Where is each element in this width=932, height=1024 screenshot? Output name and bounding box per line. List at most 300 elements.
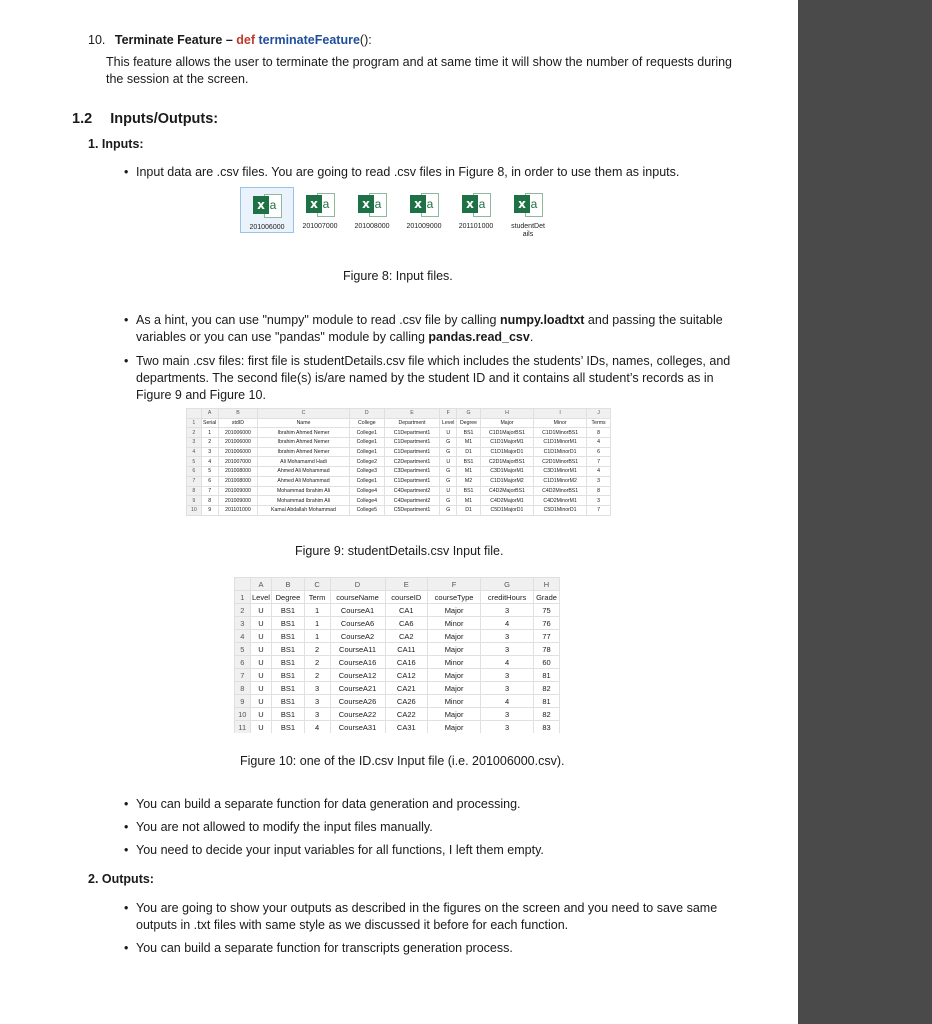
table-cell[interactable]: 83 <box>534 721 560 734</box>
table-row <box>187 505 611 515</box>
table-cell[interactable]: 6 <box>587 447 611 457</box>
header-row <box>187 418 611 428</box>
header-cell[interactable]: Level <box>440 418 457 428</box>
numpy-loadtxt: numpy.loadtxt <box>499 313 585 327</box>
table-cell[interactable]: 8 <box>201 496 218 506</box>
table-cell[interactable]: C5D1MinorD1 <box>534 505 587 515</box>
excel-icon: a x <box>306 193 334 221</box>
table-cell[interactable]: 82 <box>534 682 560 695</box>
table-cell[interactable]: Major <box>428 643 481 656</box>
table-cell[interactable]: BS1 <box>272 682 304 695</box>
header-cell[interactable]: Degree <box>272 591 304 604</box>
header-cell[interactable]: Department <box>384 418 439 428</box>
table-cell[interactable]: C5D1MajorD1 <box>480 505 533 515</box>
table-cell[interactable]: CourseA16 <box>330 656 385 669</box>
table-cell[interactable]: C4D2MajorBS1 <box>480 486 533 496</box>
table-cell[interactable]: U <box>250 617 272 630</box>
table-cell[interactable]: CA31 <box>385 721 428 734</box>
header-cell[interactable]: courseType <box>428 591 481 604</box>
table-cell[interactable]: 201008000 <box>218 467 258 477</box>
row-number[interactable]: 4 <box>187 447 202 457</box>
row-number[interactable]: 6 <box>187 467 202 477</box>
table-cell[interactable]: Major <box>428 669 481 682</box>
viewer-side-panel <box>798 0 932 1024</box>
bullet-no-modify: • You are not allowed to modify the input files manually. <box>136 819 433 836</box>
table-cell[interactable]: 78 <box>534 643 560 656</box>
hint-line2 <box>136 329 533 346</box>
outputs-bullet2: • You can build a separate function for transcripts generation process. <box>136 940 513 957</box>
table-cell[interactable]: C3D1MinorM1 <box>534 467 587 477</box>
table-cell[interactable]: CA6 <box>385 617 428 630</box>
table-cell[interactable]: 4 <box>304 721 330 734</box>
table-cell[interactable]: 3 <box>201 447 218 457</box>
file-label: 201008000 <box>354 223 390 230</box>
row-number[interactable]: 10 <box>235 708 251 721</box>
column-letter[interactable]: A <box>201 409 218 419</box>
table-cell[interactable]: College1 <box>349 476 384 486</box>
header-cell[interactable]: Major <box>480 418 533 428</box>
feature-title: Terminate Feature <box>114 33 223 47</box>
column-letter[interactable]: C <box>304 578 330 591</box>
table-cell[interactable]: 1 <box>304 630 330 643</box>
table-cell[interactable]: 7 <box>587 457 611 467</box>
table-row <box>187 496 611 506</box>
table-cell[interactable]: BS1 <box>272 604 304 617</box>
table-cell[interactable]: C1D1MajorBS1 <box>480 428 533 438</box>
header-cell[interactable]: College <box>349 418 384 428</box>
column-letter[interactable]: D <box>349 409 384 419</box>
item-number: 10. <box>88 33 106 47</box>
inputs-bullet: • Input data are .csv files. You are going to read .csv files in Figure 8, in order to use them as inputs. <box>136 164 679 181</box>
table-cell[interactable]: C2D1MajorBS1 <box>480 457 533 467</box>
figure10-caption: Figure 10: one of the ID.csv Input file (i.e. 201006000.csv). <box>240 754 565 768</box>
figure8-caption: Figure 8: Input files. <box>343 269 453 283</box>
table-cell[interactable]: 7 <box>587 505 611 515</box>
row-number[interactable]: 7 <box>187 476 202 486</box>
table-cell[interactable]: College1 <box>349 428 384 438</box>
table-cell[interactable]: M1 <box>457 496 481 506</box>
table-row <box>187 438 611 448</box>
column-letter[interactable]: E <box>384 409 439 419</box>
table-cell[interactable]: Major <box>428 682 481 695</box>
file-label-line2: ails <box>522 231 534 238</box>
table-cell[interactable]: 2 <box>304 656 330 669</box>
row-number[interactable]: 1 <box>187 418 202 428</box>
table-cell[interactable]: 8 <box>587 486 611 496</box>
table-cell[interactable]: 4 <box>481 695 534 708</box>
table-cell[interactable]: 201007000 <box>218 457 258 467</box>
table-cell[interactable]: U <box>440 428 457 438</box>
table-cell[interactable]: 201006000 <box>218 428 258 438</box>
table-cell[interactable]: 3 <box>304 682 330 695</box>
table-row <box>235 643 560 656</box>
function-parens: (): <box>359 33 372 47</box>
table-cell[interactable]: CA1 <box>385 604 428 617</box>
table-cell[interactable]: Major <box>428 708 481 721</box>
table-cell[interactable]: CourseA22 <box>330 708 385 721</box>
table-cell[interactable]: 4 <box>587 438 611 448</box>
csv-file-201009000[interactable] <box>398 187 450 231</box>
table-cell[interactable]: 81 <box>534 669 560 682</box>
table-cell[interactable]: CA12 <box>385 669 428 682</box>
row-number[interactable]: 8 <box>187 486 202 496</box>
header-cell[interactable]: Name <box>258 418 350 428</box>
table-cell[interactable]: BS1 <box>457 486 481 496</box>
table-cell[interactable]: 3 <box>481 604 534 617</box>
table-cell[interactable]: 81 <box>534 695 560 708</box>
table-cell[interactable]: C1D1MajorM1 <box>480 438 533 448</box>
table-cell[interactable]: Ahmed Ali Mohammad <box>258 467 350 477</box>
table-cell[interactable]: D1 <box>457 505 481 515</box>
row-number[interactable]: 7 <box>235 669 251 682</box>
row-number[interactable]: 5 <box>187 457 202 467</box>
table-cell[interactable]: 5 <box>201 467 218 477</box>
table-cell[interactable]: U <box>250 695 272 708</box>
outputs-bullet1-line2: outputs in .txt files with same style as we discussed it before for each function. <box>136 918 569 932</box>
column-letter[interactable]: G <box>457 409 481 419</box>
table-cell[interactable]: BS1 <box>272 617 304 630</box>
table-cell[interactable]: Minor <box>428 617 481 630</box>
csv-file-201101000[interactable] <box>450 187 502 231</box>
table-row <box>235 669 560 682</box>
table-cell[interactable]: M2 <box>457 476 481 486</box>
table-cell[interactable]: C2D1MinorBS1 <box>534 457 587 467</box>
table-row <box>235 656 560 669</box>
inputs-heading: 1. Inputs: <box>88 137 144 151</box>
table-cell[interactable]: 4 <box>481 656 534 669</box>
table-cell[interactable]: U <box>440 457 457 467</box>
table-row <box>235 604 560 617</box>
row-number[interactable]: 6 <box>235 656 251 669</box>
table-cell[interactable]: College4 <box>349 496 384 506</box>
table-cell[interactable]: 3 <box>481 630 534 643</box>
table-cell[interactable]: 201009000 <box>218 496 258 506</box>
table-cell[interactable]: C1Department1 <box>384 438 439 448</box>
column-letter[interactable]: F <box>440 409 457 419</box>
table-cell[interactable]: U <box>250 708 272 721</box>
column-letter-row <box>187 409 611 419</box>
table-cell[interactable]: G <box>440 496 457 506</box>
column-letter[interactable]: C <box>258 409 350 419</box>
table-cell[interactable]: College1 <box>349 447 384 457</box>
table-cell[interactable]: Ahmed Ali Mohammad <box>258 476 350 486</box>
column-letter-row <box>235 578 560 591</box>
header-cell[interactable]: stdID <box>218 418 258 428</box>
table-cell[interactable]: D1 <box>457 447 481 457</box>
table-cell[interactable]: Ibrahim Ahmed Nemer <box>258 428 350 438</box>
table-cell[interactable]: CA22 <box>385 708 428 721</box>
table-cell[interactable]: 201008000 <box>218 476 258 486</box>
file-label: studentDet <box>511 223 545 230</box>
select-all-corner[interactable] <box>235 578 251 591</box>
table-cell[interactable]: G <box>440 505 457 515</box>
table-cell[interactable]: 9 <box>201 505 218 515</box>
table-cell[interactable]: 2 <box>201 438 218 448</box>
table-cell[interactable]: C4Department2 <box>384 496 439 506</box>
figure9-caption: Figure 9: studentDetails.csv Input file. <box>295 544 504 558</box>
column-letter[interactable]: B <box>272 578 304 591</box>
table-cell[interactable]: 2 <box>304 643 330 656</box>
hint-line1 <box>136 312 723 329</box>
header-cell[interactable]: Terms <box>587 418 611 428</box>
table-cell[interactable]: C3D1MajorM1 <box>480 467 533 477</box>
header-cell[interactable]: Grade <box>534 591 560 604</box>
table-cell[interactable]: Mohammad Ibrahim Ali <box>258 486 350 496</box>
table-cell[interactable]: 1 <box>201 428 218 438</box>
table-cell[interactable]: CourseA6 <box>330 617 385 630</box>
hint-text: . <box>529 330 534 344</box>
column-letter[interactable]: H <box>480 409 533 419</box>
section-heading <box>72 111 218 127</box>
table-cell[interactable]: 76 <box>534 617 560 630</box>
table-cell[interactable]: G <box>440 467 457 477</box>
table-cell[interactable]: BS1 <box>272 695 304 708</box>
table-cell[interactable]: 201006000 <box>218 438 258 448</box>
twofiles-line2: departments. The second file(s) is/are named by the student ID and it contains all student’s records as in <box>136 371 714 385</box>
section-title: Inputs/Outputs: <box>110 111 219 127</box>
table-cell[interactable]: U <box>250 721 272 734</box>
figure10-spreadsheet <box>234 577 560 734</box>
table-cell[interactable]: CA26 <box>385 695 428 708</box>
row-number[interactable]: 9 <box>235 695 251 708</box>
header-cell[interactable]: Serial <box>203 420 217 427</box>
table-cell[interactable]: 77 <box>534 630 560 643</box>
row-number[interactable]: 2 <box>235 604 251 617</box>
table-cell[interactable]: College4 <box>349 486 384 496</box>
table-cell[interactable]: College5 <box>349 505 384 515</box>
terminate-heading <box>88 32 372 49</box>
table-cell[interactable]: 4 <box>201 457 218 467</box>
table-cell[interactable]: 3 <box>481 721 534 734</box>
table-cell[interactable]: BS1 <box>457 428 481 438</box>
header-cell[interactable]: courseName <box>330 591 385 604</box>
table-cell[interactable]: 3 <box>481 708 534 721</box>
table-cell[interactable]: CourseA21 <box>330 682 385 695</box>
table-cell[interactable]: G <box>440 476 457 486</box>
table-cell[interactable]: BS1 <box>272 669 304 682</box>
table-cell[interactable]: 3 <box>481 682 534 695</box>
table-cell[interactable]: Minor <box>428 695 481 708</box>
excel-icon: a x <box>514 193 542 221</box>
table-cell[interactable]: BS1 <box>272 721 304 734</box>
table-cell[interactable]: M1 <box>457 467 481 477</box>
table-cell[interactable]: College2 <box>349 457 384 467</box>
row-number[interactable]: 11 <box>235 721 251 734</box>
table-cell[interactable]: 7 <box>201 486 218 496</box>
table-row <box>235 617 560 630</box>
table-cell[interactable]: 3 <box>304 695 330 708</box>
table-cell[interactable]: U <box>440 486 457 496</box>
table-cell[interactable]: BS1 <box>272 643 304 656</box>
table-cell[interactable]: Kamal Abdallah Mohammad <box>258 505 350 515</box>
outputs-bullet1-line1: • You are going to show your outputs as described in the figures on the screen and you need to save same <box>136 900 717 917</box>
table-cell[interactable]: Ali Mohamamd Hadi <box>258 457 350 467</box>
outputs-heading: 2. Outputs: <box>88 872 154 886</box>
column-letter[interactable]: J <box>587 409 611 419</box>
table-row <box>235 630 560 643</box>
table-row <box>187 467 611 477</box>
table-cell[interactable]: C1Department1 <box>384 447 439 457</box>
hint-text: and passing the suitable <box>584 313 723 327</box>
table-cell[interactable]: U <box>250 643 272 656</box>
csv-file-201006000[interactable] <box>240 187 294 233</box>
table-cell[interactable]: CourseA12 <box>330 669 385 682</box>
table-cell[interactable]: 60 <box>534 656 560 669</box>
csv-file-studentdetails[interactable] <box>502 187 554 239</box>
column-letter[interactable]: E <box>385 578 428 591</box>
table-cell[interactable]: 82 <box>534 708 560 721</box>
table-cell[interactable]: 3 <box>587 476 611 486</box>
table-cell[interactable]: 201006000 <box>218 447 258 457</box>
table-cell[interactable]: 1 <box>304 604 330 617</box>
header-cell[interactable]: Degree <box>457 418 481 428</box>
table-cell[interactable]: C1D1MajorM2 <box>480 476 533 486</box>
table-cell[interactable]: CA11 <box>385 643 428 656</box>
column-letter[interactable]: D <box>330 578 385 591</box>
table-cell[interactable]: BS1 <box>272 630 304 643</box>
table-cell[interactable]: Major <box>428 630 481 643</box>
table-cell[interactable]: CA16 <box>385 656 428 669</box>
table-row <box>187 457 611 467</box>
column-letter[interactable]: B <box>218 409 258 419</box>
table-cell[interactable]: CourseA1 <box>330 604 385 617</box>
row-number[interactable]: 5 <box>235 643 251 656</box>
table-cell[interactable]: Major <box>428 604 481 617</box>
table-cell[interactable]: C2Department1 <box>384 457 439 467</box>
def-keyword: def <box>236 33 255 47</box>
table-cell[interactable]: 1 <box>304 617 330 630</box>
table-cell[interactable]: CourseA2 <box>330 630 385 643</box>
table-row <box>235 708 560 721</box>
table-cell[interactable]: CourseA31 <box>330 721 385 734</box>
hint-text: As a hint, you can use "numpy" module to read .csv file by calling <box>136 313 500 327</box>
table-cell[interactable]: Mohammad Ibrahim Ali <box>258 496 350 506</box>
table-cell[interactable]: College3 <box>349 467 384 477</box>
header-cell[interactable]: Level <box>251 592 270 602</box>
table-cell[interactable]: BS1 <box>272 656 304 669</box>
row-number[interactable]: 8 <box>235 682 251 695</box>
select-all-corner[interactable] <box>187 409 202 419</box>
table-cell[interactable]: C1Department1 <box>384 476 439 486</box>
column-letter[interactable]: F <box>428 578 481 591</box>
column-letter[interactable]: H <box>534 578 560 591</box>
table-cell[interactable]: CA2 <box>385 630 428 643</box>
table-cell[interactable]: 3 <box>481 643 534 656</box>
pandas-read-csv: pandas.read_csv <box>428 330 530 344</box>
table-cell[interactable]: 6 <box>201 476 218 486</box>
file-label: 201101000 <box>458 223 494 230</box>
table-cell[interactable]: 3 <box>587 496 611 506</box>
column-letter[interactable]: A <box>250 578 272 591</box>
table-cell[interactable]: College1 <box>349 438 384 448</box>
row-number[interactable]: 10 <box>187 505 202 515</box>
table-cell[interactable]: U <box>250 682 272 695</box>
excel-icon: a x <box>410 193 438 221</box>
table-cell[interactable]: 8 <box>587 428 611 438</box>
table-cell[interactable]: C1D1MajorD1 <box>480 447 533 457</box>
csv-file-201007000[interactable] <box>294 187 346 231</box>
terminate-desc-line1: This feature allows the user to terminate the program and at same time it will show the number of requests during <box>106 55 732 69</box>
table-cell[interactable]: 2 <box>304 669 330 682</box>
title-dash: – <box>225 33 233 47</box>
table-cell[interactable]: 3 <box>304 708 330 721</box>
table-cell[interactable]: C3Department1 <box>384 467 439 477</box>
table-cell[interactable]: 4 <box>481 617 534 630</box>
table-cell[interactable]: 4 <box>587 467 611 477</box>
row-number[interactable]: 3 <box>235 617 251 630</box>
row-number[interactable]: 3 <box>187 438 202 448</box>
table-cell[interactable]: U <box>250 656 272 669</box>
row-number[interactable]: 4 <box>235 630 251 643</box>
table-row <box>187 428 611 438</box>
table-cell[interactable]: C1D1MinorD1 <box>534 447 587 457</box>
table-row <box>235 682 560 695</box>
row-number[interactable]: 9 <box>187 496 202 506</box>
header-cell[interactable]: Minor <box>534 418 587 428</box>
table-cell[interactable]: C4Department2 <box>384 486 439 496</box>
table-cell[interactable]: 75 <box>534 604 560 617</box>
table-cell[interactable]: C1Department1 <box>384 428 439 438</box>
table-cell[interactable]: U <box>250 630 272 643</box>
table-cell[interactable]: CA21 <box>385 682 428 695</box>
table-cell[interactable]: C4D2MinorM1 <box>534 496 587 506</box>
bullet-input-variables: • You need to decide your input variables for all functions, I left them empty. <box>136 842 544 859</box>
csv-file-201008000[interactable] <box>346 187 398 231</box>
table-cell[interactable]: M1 <box>457 438 481 448</box>
table-cell[interactable]: BS1 <box>457 457 481 467</box>
table-cell[interactable]: BS1 <box>272 708 304 721</box>
table-cell[interactable]: C1D1MinorBS1 <box>534 428 587 438</box>
figure10-crop <box>234 733 564 747</box>
twofiles-line3: Figure 9 and Figure 10. <box>136 388 266 402</box>
column-letter[interactable]: I <box>534 409 587 419</box>
table-cell[interactable]: G <box>440 438 457 448</box>
table-row <box>235 721 560 734</box>
table-cell[interactable]: C4D2MinorBS1 <box>534 486 587 496</box>
table-cell[interactable]: CourseA11 <box>330 643 385 656</box>
table-cell[interactable]: 3 <box>481 669 534 682</box>
header-cell[interactable]: creditHours <box>481 591 534 604</box>
header-cell[interactable]: Term <box>304 591 330 604</box>
table-cell[interactable]: Minor <box>428 656 481 669</box>
column-letter[interactable]: G <box>481 578 534 591</box>
table-cell[interactable]: 201101000 <box>218 505 258 515</box>
row-number[interactable]: 2 <box>187 428 202 438</box>
row-number[interactable]: 1 <box>235 591 251 604</box>
file-label: 201009000 <box>406 223 442 230</box>
table-cell[interactable]: 201009000 <box>218 486 258 496</box>
table-cell[interactable]: C1D1MinorM2 <box>534 476 587 486</box>
table-cell[interactable]: U <box>250 604 272 617</box>
table-cell[interactable]: C4D2MajorM1 <box>480 496 533 506</box>
table-cell[interactable]: CourseA26 <box>330 695 385 708</box>
table-row <box>187 447 611 457</box>
table-cell[interactable]: Ibrahim Ahmed Nemer <box>258 438 350 448</box>
table-cell[interactable]: Major <box>428 721 481 734</box>
excel-icon: a x <box>253 194 281 222</box>
table-row <box>235 695 560 708</box>
header-cell[interactable]: courseID <box>385 591 428 604</box>
table-cell[interactable]: C1D1MinorM1 <box>534 438 587 448</box>
hint-text: variables or you can use "pandas" module by calling <box>136 330 429 344</box>
table-cell[interactable]: Ibrahim Ahmed Nemer <box>258 447 350 457</box>
table-cell[interactable]: C5Department1 <box>384 505 439 515</box>
table-cell[interactable]: U <box>250 669 272 682</box>
figure8-file-icons <box>240 187 548 257</box>
table-cell[interactable]: G <box>440 447 457 457</box>
twofiles-line1: • Two main .csv files: first file is studentDetails.csv file which includes the students’ IDs, names, colleges, and <box>136 353 730 370</box>
excel-icon: a x <box>462 193 490 221</box>
